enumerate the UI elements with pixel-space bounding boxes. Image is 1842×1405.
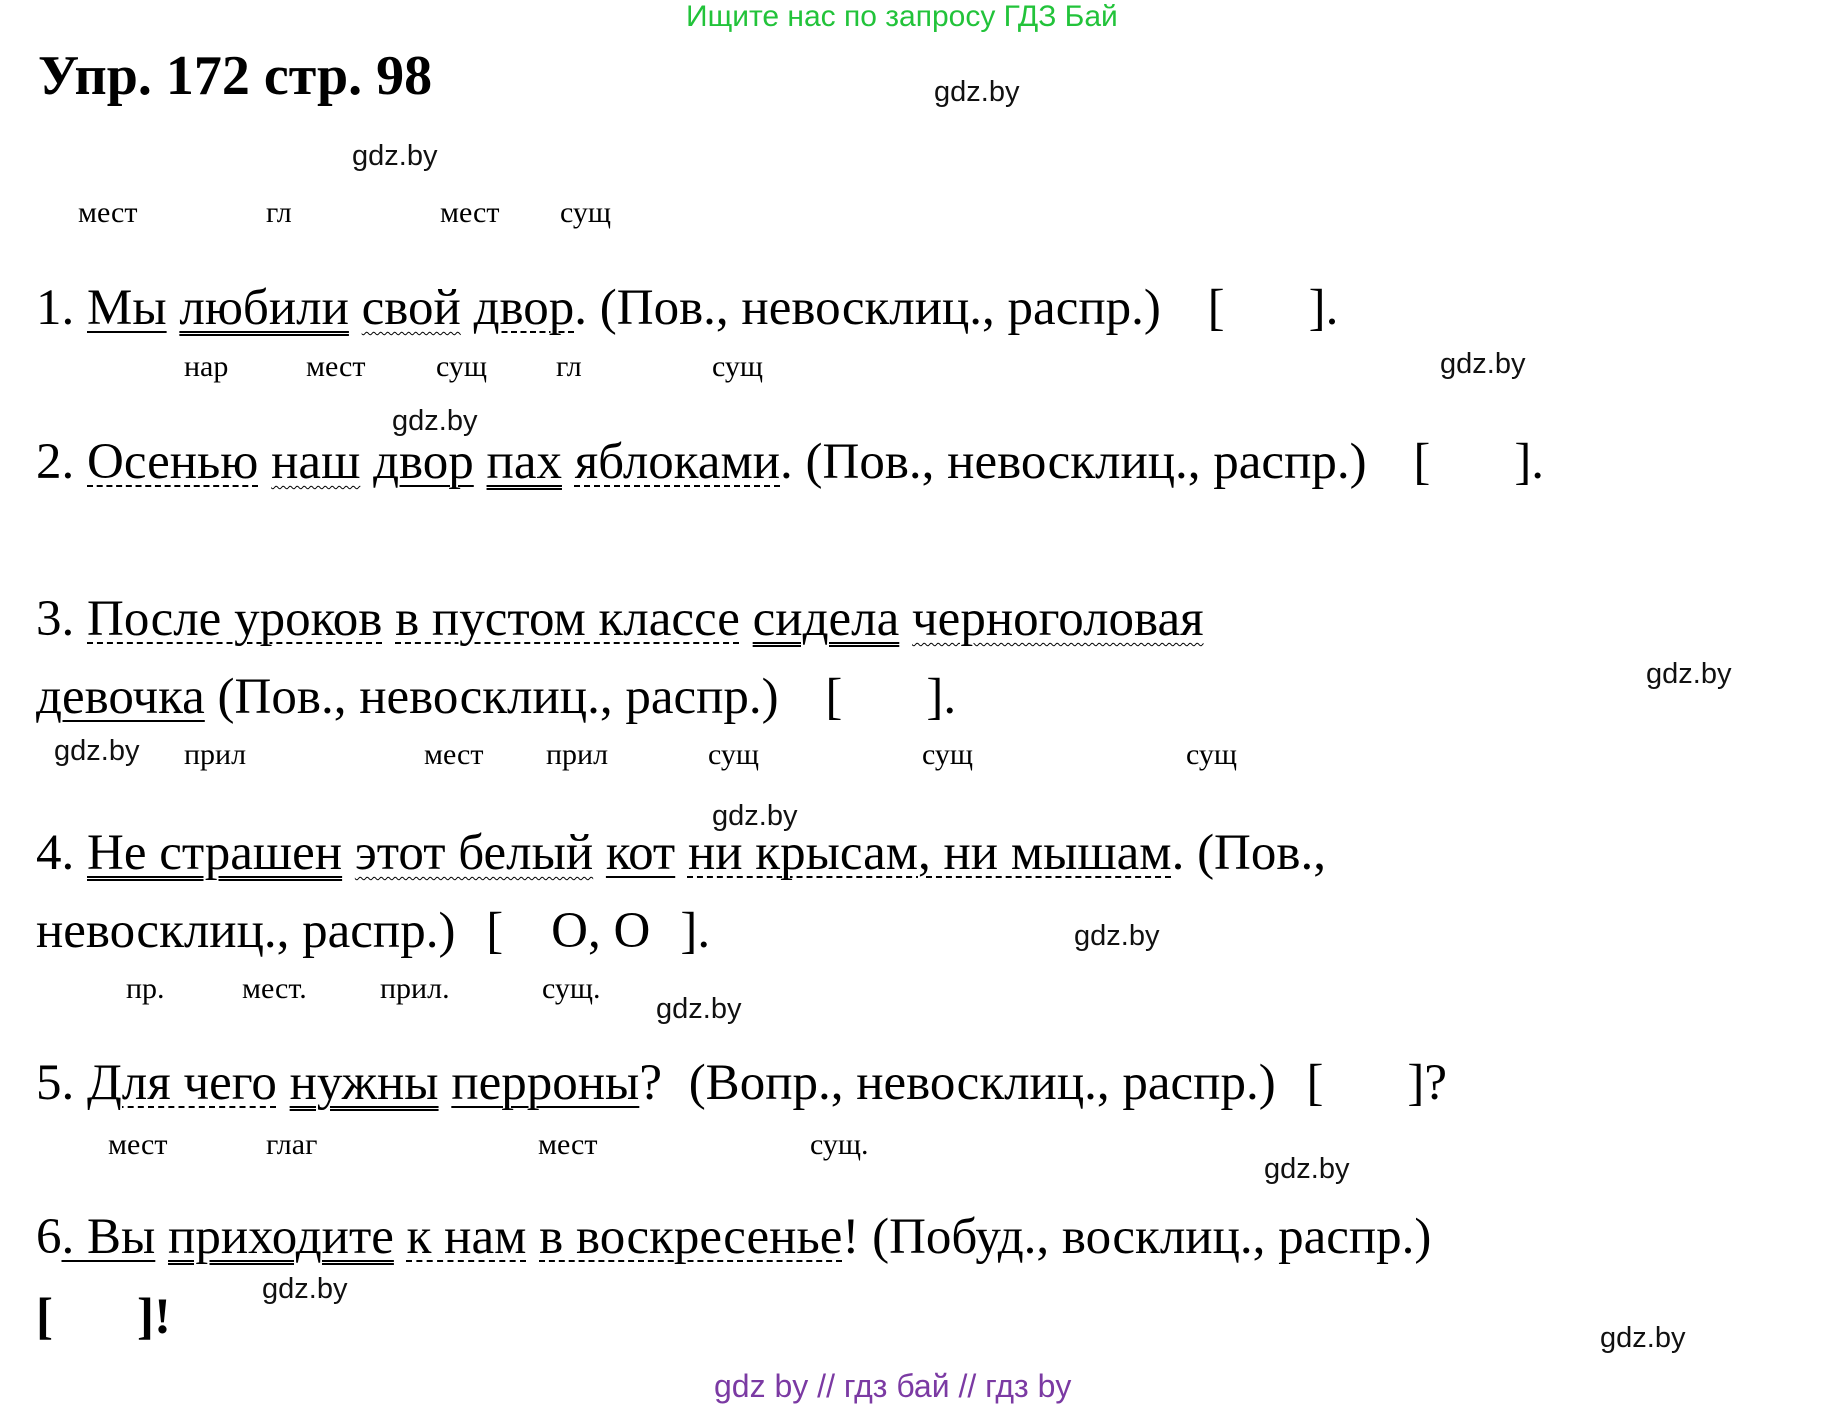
scheme-open: [	[1207, 280, 1225, 336]
sentence-3-line-1	[36, 591, 1204, 647]
attribute: этот белый	[354, 825, 594, 881]
sentence-2	[36, 434, 1545, 490]
sentence-5	[36, 1055, 1448, 1111]
subject: двор	[373, 434, 474, 490]
characteristic: невосклиц., распр.)	[36, 903, 456, 959]
watermark: gdz.by	[1440, 348, 1526, 380]
pos-label: глаг	[266, 1128, 318, 1161]
watermark: gdz.by	[934, 76, 1020, 108]
characteristic: (Пов., невосклиц., распр.)	[217, 669, 779, 725]
pos-label: сущ	[1186, 738, 1238, 771]
punctuation: ?	[639, 1055, 662, 1111]
object: двор	[473, 280, 575, 336]
object: яблоками	[574, 434, 781, 490]
scheme-open: [	[1306, 1055, 1324, 1111]
sentence-1	[36, 280, 1339, 336]
sentence-number: 6	[36, 1209, 62, 1265]
attribute: свой	[361, 280, 461, 336]
subject: Мы	[87, 280, 167, 336]
sentence-4-line-1	[36, 825, 1326, 881]
pos-label: сущ	[436, 350, 488, 383]
watermark: gdz.by	[352, 140, 438, 172]
predicate: нужны	[289, 1055, 439, 1111]
watermark: gdz.by	[262, 1273, 348, 1305]
sentence-3-line-2	[36, 669, 957, 725]
sentence-number: 4.	[36, 825, 75, 881]
characteristic: (Пов., невосклиц., распр.)	[599, 280, 1161, 336]
punctuation: .	[574, 280, 588, 336]
watermark: gdz.by	[712, 800, 798, 832]
watermark: gdz.by	[1600, 1322, 1686, 1354]
characteristic: (Пов.,	[1197, 825, 1326, 881]
watermark: gdz.by	[1646, 658, 1732, 690]
scheme-close: ].	[926, 669, 957, 725]
pos-label: гл	[556, 350, 582, 383]
adverbial: После уроков	[87, 591, 383, 647]
predicate: пах	[486, 434, 562, 490]
pos-label: сущ	[712, 350, 764, 383]
sentence-4-line-2	[36, 903, 711, 959]
scheme-close: ].	[680, 903, 711, 959]
scheme-open: [	[825, 669, 843, 725]
scheme-open: [	[36, 1289, 53, 1345]
pos-label: мест	[78, 196, 138, 229]
pos-label: гл	[266, 196, 292, 229]
pos-label: мест	[538, 1128, 598, 1161]
punctuation: .	[1171, 825, 1185, 881]
pos-label: мест	[306, 350, 366, 383]
object: ни крысам, ни мышам	[687, 825, 1172, 881]
sentence-number: 3.	[36, 591, 75, 647]
attribute: черноголовая	[912, 591, 1204, 647]
subject: кот	[605, 825, 676, 881]
punctuation: .	[780, 434, 793, 490]
predicate: Не страшен	[87, 825, 343, 881]
scheme-open: [	[486, 903, 504, 959]
characteristic: (Вопр., невосклиц., распр.)	[688, 1055, 1276, 1111]
pos-label: прил.	[380, 972, 450, 1005]
predicate: сидела	[752, 591, 900, 647]
watermark: gdz.by	[656, 993, 742, 1025]
pos-label: сущ.	[810, 1128, 869, 1161]
adverbial: Для чего	[87, 1055, 277, 1111]
scheme-close: ]!	[136, 1289, 171, 1345]
sentence-number: 1.	[36, 280, 75, 336]
pos-label: пр.	[126, 972, 165, 1005]
watermark: gdz.by	[1264, 1153, 1350, 1185]
attribute: наш	[271, 434, 361, 490]
pos-label: мест.	[242, 972, 307, 1005]
footer-links: gdz by // гдз бай // гдз by	[714, 1368, 1072, 1404]
watermark: gdz.by	[392, 405, 478, 437]
scheme-close: ].	[1308, 280, 1339, 336]
subject: девочка	[36, 669, 205, 725]
scheme-open: [	[1413, 434, 1431, 490]
subject: . Вы	[61, 1209, 156, 1265]
pos-label: мест	[440, 196, 500, 229]
pos-label: прил	[546, 738, 609, 771]
subject: перроны	[451, 1055, 640, 1111]
pos-label: сущ	[708, 738, 760, 771]
sentence-number: 5.	[36, 1055, 75, 1111]
pos-label: сущ	[922, 738, 974, 771]
characteristic: (Пов., невосклиц., распр.)	[805, 434, 1367, 490]
sentence-number: 2.	[36, 434, 75, 490]
exercise-title: Упр. 172 стр. 98	[38, 45, 433, 107]
sentence-6-scheme	[36, 1289, 171, 1345]
object: к нам	[406, 1209, 527, 1265]
characteristic: (Побуд., восклиц., распр.)	[872, 1209, 1432, 1265]
predicate: любили	[179, 280, 349, 336]
pos-label: мест	[424, 738, 484, 771]
predicate: приходите	[168, 1209, 394, 1265]
pos-label: прил	[184, 738, 247, 771]
scheme-close: ]?	[1407, 1055, 1448, 1111]
punctuation: !	[842, 1209, 860, 1265]
pos-label: нар	[184, 350, 229, 383]
adverbial: Осенью	[87, 434, 259, 490]
pos-label: сущ	[560, 196, 612, 229]
watermark: gdz.by	[1074, 920, 1160, 952]
scheme-inner: О, О	[551, 903, 651, 959]
adverbial: в пустом классе	[395, 591, 740, 647]
scheme-close: ].	[1514, 434, 1545, 490]
search-banner: Ищите нас по запросу ГДЗ Бай	[686, 0, 1118, 33]
sentence-6	[36, 1209, 1432, 1265]
pos-label: сущ.	[542, 972, 601, 1005]
pos-label: мест	[108, 1128, 168, 1161]
watermark: gdz.by	[54, 735, 140, 767]
adverbial: в воскресенье	[539, 1209, 843, 1265]
